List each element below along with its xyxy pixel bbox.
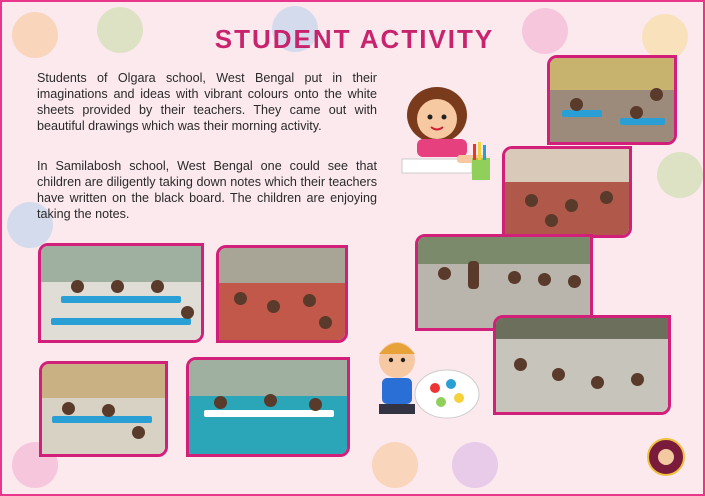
photo-classroom-2 — [216, 245, 348, 343]
organisation-logo — [647, 438, 685, 476]
handprint-decoration — [372, 442, 418, 488]
page-title: STUDENT ACTIVITY — [214, 24, 495, 54]
photo-drawing-activity-2 — [502, 146, 632, 238]
paragraph-samilabosh: In Samilabosh school, West Bengal one could see that children are diligently taking down notes which their teachers have written on the black board. The children are enjoying taking the notes. — [37, 159, 377, 221]
boy-painting-illustration — [367, 332, 482, 427]
photo-classroom-3 — [39, 361, 168, 457]
photo-outdoor-notes-2 — [493, 315, 671, 415]
handprint-decoration — [657, 152, 703, 198]
photo-classroom-4 — [186, 357, 350, 457]
photo-drawing-activity-1 — [547, 55, 677, 145]
colour-pencils-icon — [468, 142, 494, 182]
paragraph-olgara: Students of Olgara school, West Bengal put in their imaginations and ideas with vibrant colours onto the white sheets provided by their teachers. They came out with beautiful drawings which was their morning activity. — [37, 71, 377, 133]
handprint-decoration — [452, 442, 498, 488]
photo-classroom-1 — [38, 243, 204, 343]
